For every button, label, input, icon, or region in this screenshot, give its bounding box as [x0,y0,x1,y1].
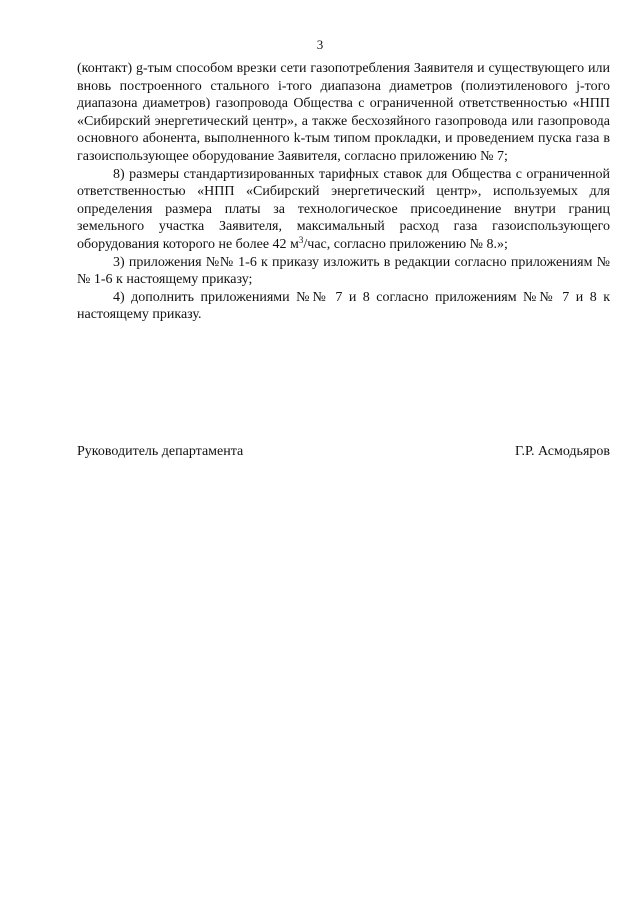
page-number: 3 [316,37,324,52]
signatory-position: Руководитель департамента [77,444,244,459]
item-4-paragraph: 4) дополнить приложениями №№ 7 и 8 согласно приложениям №№ 7 и 8 к настоящему приказу. [77,289,610,323]
continuation-paragraph: (контакт) g-тым способом врезки сети газопотребления Заявителя и существующего или вновь построенного стального i-того диапазона диаметров (полиэтиленового j-того диапазона диаметров) газопровода Общества с ограниченной ответственностью «НПП «Сибирский энергетический центр», а также бесхозяйного газопровода или газопровода основного абонента, выполненного k-тым типом прокладки, и проведением пуска газа в газоиспользующее оборудование Заявителя, согласно приложению № 7; [77,61,610,164]
item-3-paragraph: 3) приложения №№ 1-6 к приказу изложить в редакции согласно приложениям №№ 1-6 к настоящему приказу; [77,254,610,288]
item-8-text: 8) размеры стандартизированных тарифных ставок для Общества с ограниченной ответственностью «НПП «Сибирский энергетический центр», используемых для определения размера платы за технологическое присоединение внутри границ земельного участка Заявителя, максимальный расход газа газоиспользующего оборудования которого не более 42 м [77,166,610,252]
cubic-superscript: 3 [298,234,304,245]
document-body [77,60,610,324]
signature-block [77,443,610,460]
signatory-name: Г.Р. Асмодьяров [514,444,610,459]
item-8-text-end: /час, согласно приложению № 8.»; [303,236,508,252]
item-8-paragraph [77,166,610,254]
